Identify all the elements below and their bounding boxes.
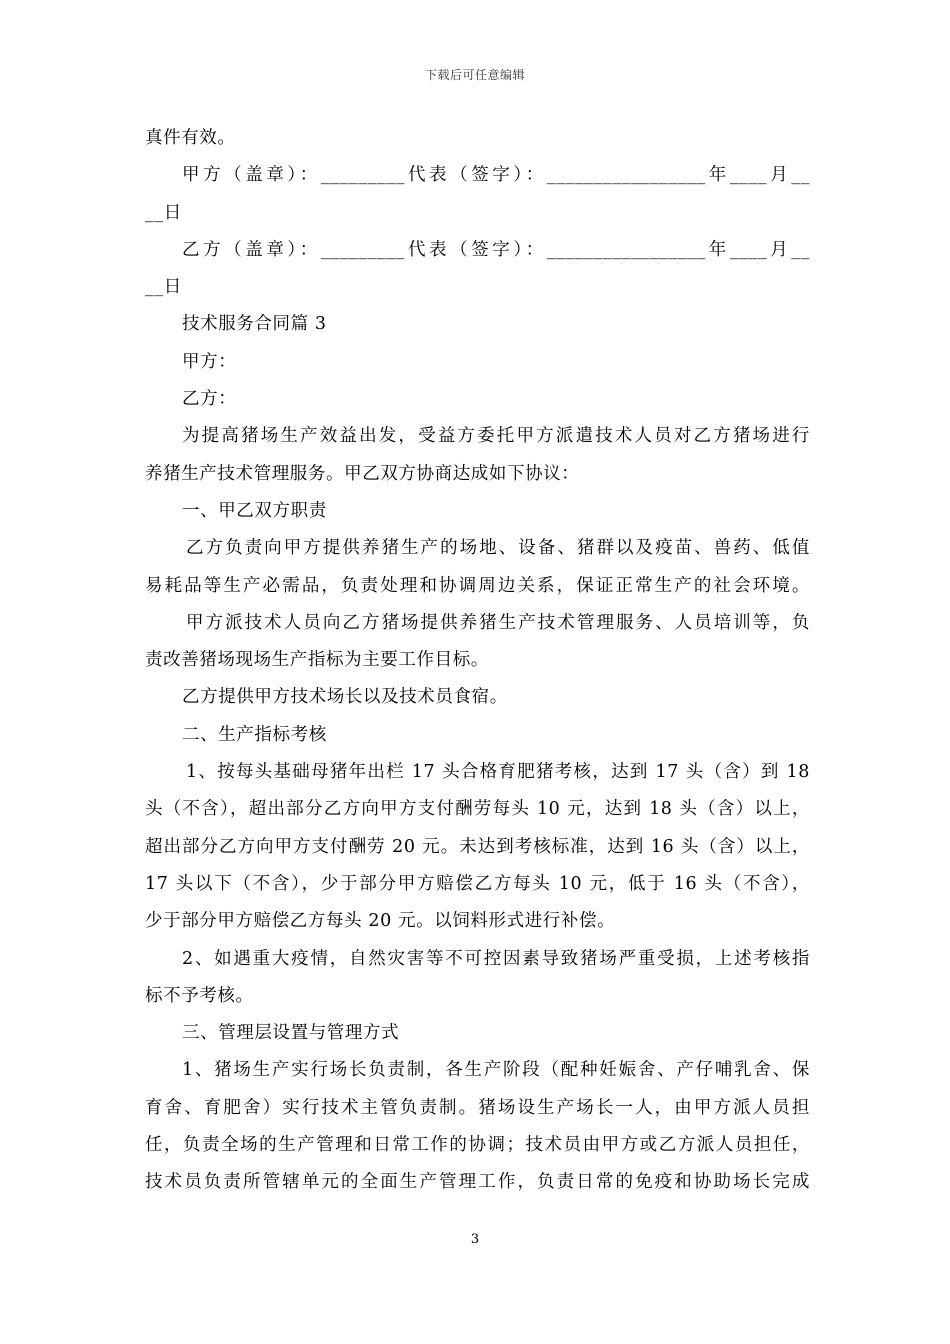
page-header: 下载后可任意编辑 [424, 68, 525, 82]
paragraph-line: 1、按每头基础母猪年出栏 17 头合格育肥猪考核，达到 17 头（含）到 18 [186, 762, 810, 783]
signature-line-party-b-day: __日 [145, 277, 182, 298]
paragraph-line: 任，负责全场的生产管理和日常工作的协调；技术员由甲方或乙方派人员担任， [145, 1135, 810, 1156]
signature-line-party-a-day: __日 [145, 202, 182, 223]
paragraph-line: 2、如遇重大疫情，自然灾害等不可控因素导致猪场严重受损，上述考核指 [182, 948, 810, 969]
paragraph-line: 标不予考核。 [145, 985, 254, 1006]
signature-line-party-b: 乙方（盖章）：_________代表（签字）：_________________年____月__ [182, 239, 810, 260]
paragraph-line: 超出部分乙方向甲方支付酬劳 20 元。未达到考核标准，达到 16 头（含）以上， [145, 836, 810, 857]
clause-heading: 一、甲乙双方职责 [182, 500, 327, 521]
party-b-label: 乙方： [182, 389, 237, 410]
paragraph-line: 技术员负责所管辖单元的全面生产管理工作，负责日常的免疫和协助场长完成 [145, 1172, 810, 1193]
paragraph-line: 甲方派技术人员向乙方猪场提供养猪生产技术管理服务、人员培训等，负 [186, 612, 810, 633]
paragraph-line: 17 头以下（不含），少于部分甲方赔偿乙方每头 10 元，低于 16 头（不含）， [145, 873, 810, 894]
party-a-label: 甲方： [182, 351, 237, 372]
clause-heading: 二、生产指标考核 [182, 724, 327, 745]
paragraph-line: 头（不含），超出部分乙方向甲方支付酬劳每头 10 元，达到 18 头（含）以上， [145, 799, 810, 820]
paragraph-line: 乙方提供甲方技术场长以及技术员食宿。 [182, 687, 508, 708]
text-line: 真件有效。 [145, 128, 236, 148]
paragraph-line: 育舍、育肥舍）实行技术主管负责制。猪场设生产场长一人，由甲方派人员担 [145, 1097, 810, 1118]
paragraph-line: 责改善猪场现场生产指标为主要工作目标。 [145, 650, 489, 671]
section-title: 技术服务合同篇 3 [182, 314, 327, 335]
paragraph-line: 1、猪场生产实行场长负责制，各生产阶段（配种妊娠舍、产仔哺乳舍、保 [182, 1060, 810, 1081]
document-body [145, 120, 810, 1202]
page-number: 3 [470, 1232, 480, 1247]
paragraph-line: 为提高猪场生产效益出发，受益方委托甲方派遣技术人员对乙方猪场进行 [182, 426, 810, 447]
paragraph-line: 少于部分甲方赔偿乙方每头 20 元。以饲料形式进行补偿。 [145, 911, 616, 932]
clause-heading: 三、管理层设置与管理方式 [182, 1023, 400, 1044]
paragraph-line: 乙方负责向甲方提供养猪生产的场地、设备、猪群以及疫苗、兽药、低值 [186, 538, 810, 559]
signature-line-party-a: 甲方（盖章）：_________代表（签字）：_________________年____月__ [182, 165, 810, 186]
paragraph-line: 易耗品等生产必需品，负责处理和协调周边关系，保证正常生产的社会环境。 [145, 575, 810, 596]
paragraph-line: 养猪生产技术管理服务。甲乙双方协商达成如下协议： [145, 463, 580, 484]
